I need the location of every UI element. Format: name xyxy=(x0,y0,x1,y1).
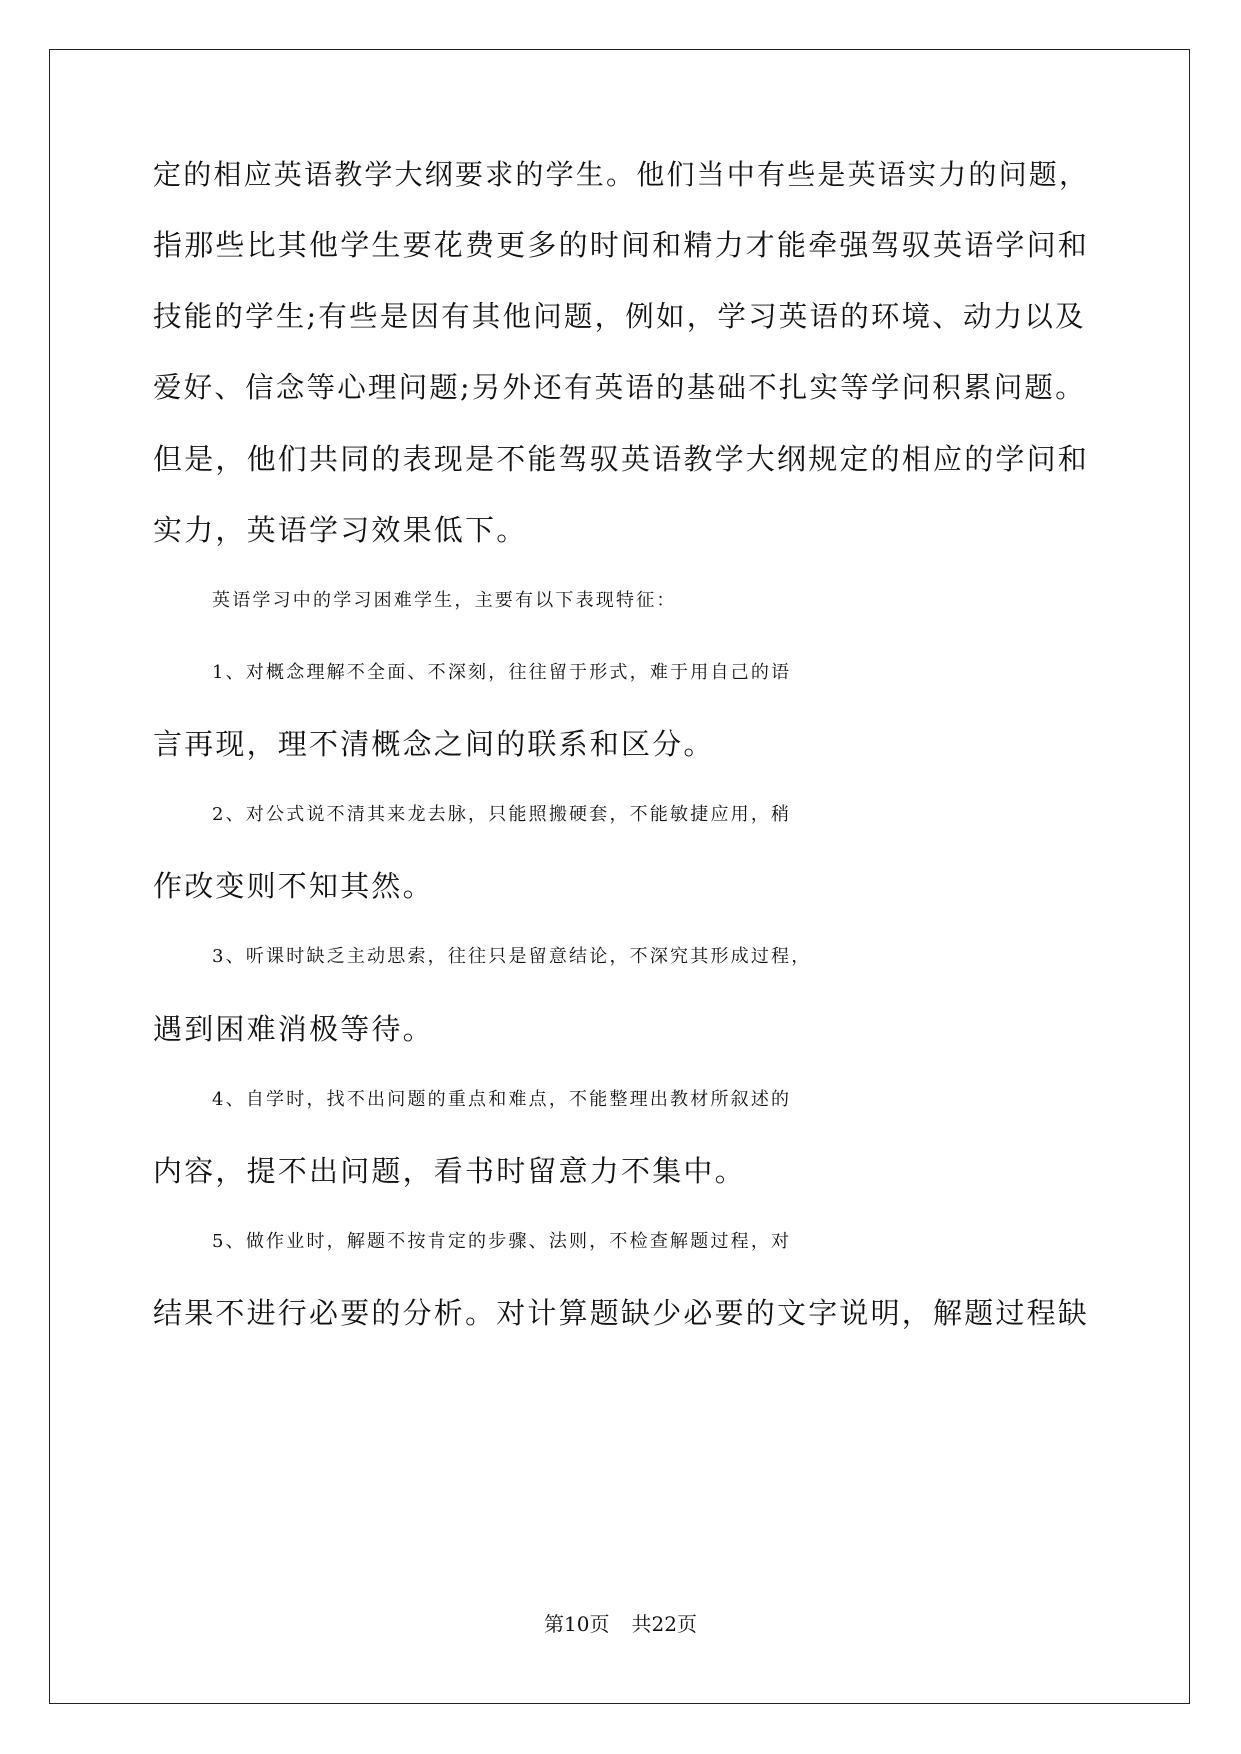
text-line: 指那些比其他学生要花费更多的时间和精力才能牵强驾驭英语学问和 xyxy=(153,228,1090,262)
text-line: 爱好、信念等心理问题;另外还有英语的基础不扎实等学问积累问题。 xyxy=(153,371,1086,404)
text-line: 定的相应英语教学大纲要求的学生。他们当中有些是英语实力的问题， xyxy=(153,158,1090,191)
page-number: 第10页 xyxy=(544,1612,610,1636)
text-line: 3、听课时缺乏主动思索，往往只是留意结论，不深究其形成过程， xyxy=(212,946,812,967)
text-line: 言再现，理不清概念之间的联系和区分。 xyxy=(153,727,715,761)
page-footer xyxy=(0,1612,1241,1636)
text-line: 技能的学生;有些是因有其他问题，例如，学习英语的环境、动力以及 xyxy=(153,300,1086,333)
text-line: 内容，提不出问题，看书时留意力不集中。 xyxy=(153,1154,746,1188)
text-line: 1、对概念理解不全面、不深刻，往往留于形式，难于用自己的语 xyxy=(212,662,792,683)
text-line: 4、自学时，找不出问题的重点和难点，不能整理出教材所叙述的 xyxy=(212,1089,792,1110)
text-line: 结果不进行必要的分析。对计算题缺少必要的文字说明，解题过程缺 xyxy=(153,1296,1090,1330)
text-line: 但是，他们共同的表现是不能驾驭英语教学大纲规定的相应的学问和 xyxy=(153,442,1090,476)
text-line: 2、对公式说不清其来龙去脉，只能照搬硬套，不能敏捷应用，稍 xyxy=(212,804,792,825)
text-line: 遇到困难消极等待。 xyxy=(153,1012,434,1046)
text-line: 实力，英语学习效果低下。 xyxy=(153,513,528,547)
page-total: 共22页 xyxy=(631,1612,697,1636)
text-line: 英语学习中的学习困难学生，主要有以下表现特征： xyxy=(212,590,677,611)
text-line: 作改变则不知其然。 xyxy=(153,869,434,903)
text-line: 5、做作业时，解题不按肯定的步骤、法则，不检查解题过程，对 xyxy=(212,1231,792,1252)
